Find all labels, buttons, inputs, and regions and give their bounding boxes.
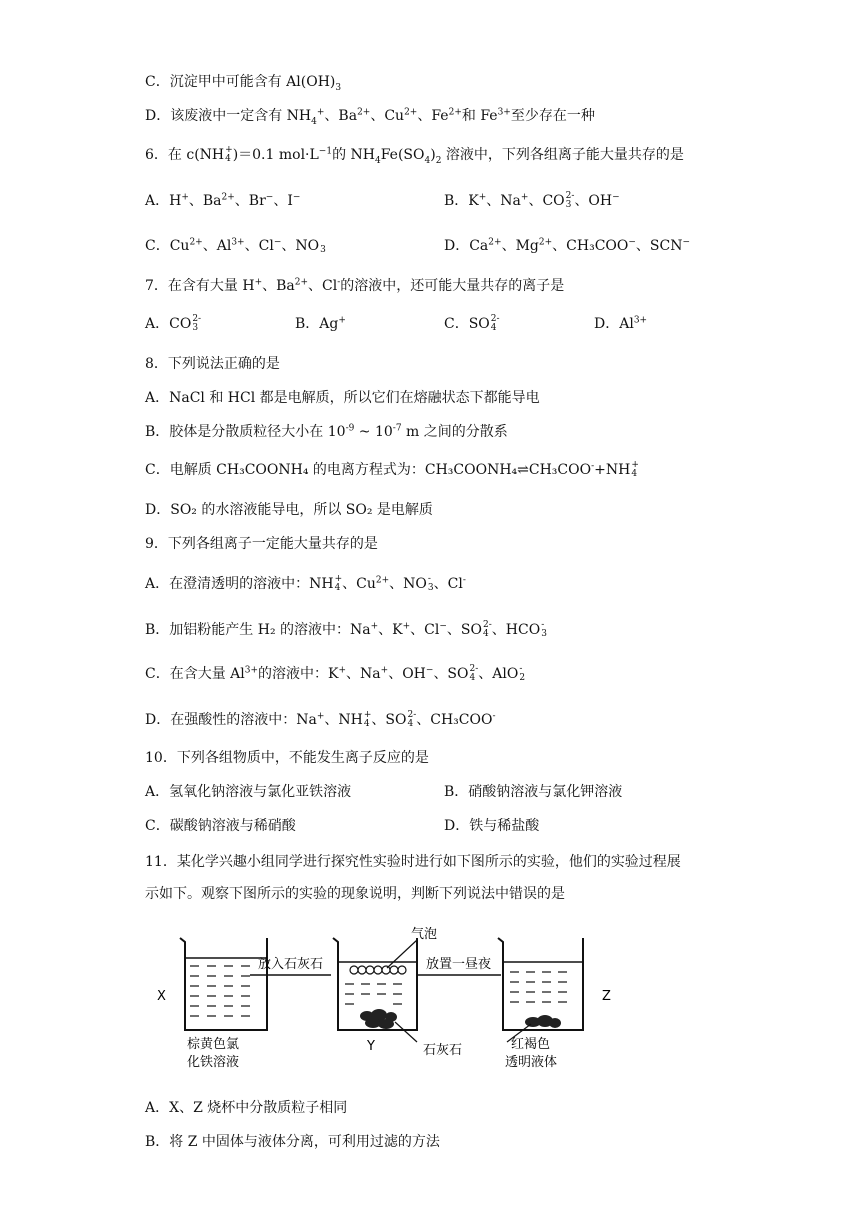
beaker-x [180, 938, 267, 1030]
q8-option-c: C．电解质 CH₃COONH₄ 的电离方程式为：CH₃COONH₄⇌CH₃COO-+NH + 4 [145, 460, 639, 479]
q10-option-c: C．碳酸钠溶液与稀硝酸 [145, 818, 296, 834]
q6-stem: 6．在 c(NH + 4 )＝0.1 $mol\cdot L^{-1}$的 $NH_4Fe(SO_4)_2$ 溶液中，下列各组离子能大量共存的是 [145, 145, 684, 166]
limestone-label: 石灰石 [423, 1043, 463, 1058]
z-caption-line2: 透明液体 [505, 1055, 558, 1070]
label-y: Y [367, 1039, 375, 1054]
q9-stem: 9．下列各组离子一定能大量共存的是 [145, 536, 378, 552]
bubbles [350, 966, 406, 974]
q10-option-a: A．氢氧化钠溶液与氯化亚铁溶液 [145, 784, 352, 800]
q8-option-d: D．SO₂ 的水溶液能导电，所以 SO₂ 是电解质 [145, 502, 433, 518]
arrow-1-label: 放入石灰石 [258, 957, 324, 972]
label-z: Z [602, 989, 611, 1004]
q9-option-a: A．在澄清透明的溶液中：NH + 4 、$Cu^{2+}$、NO - 3 、Cl- [145, 574, 466, 593]
q5-option-c: C．沉淀甲中可能含有 $Al(OH)_3$ [145, 74, 342, 93]
q9-option-b: B．加铝粉能产生 H₂ 的溶液中：Na+、K+、Cl−、SO 2- 4 、HCO - 3 [145, 620, 547, 639]
q7-option-d: D．$Al^{3+}$ [594, 315, 648, 332]
x-caption-line1: 棕黄色氯 [187, 1037, 240, 1052]
beaker-z [498, 938, 583, 1030]
q8-option-a: A．NaCl 和 HCl 都是电解质，所以它们在熔融状态下都能导电 [145, 390, 540, 406]
q6-option-c: C．$Cu^{2+}$、$Al^{3+}$、Cl−、NO 3 [145, 237, 326, 255]
z-caption-line1: 红褐色 [511, 1037, 551, 1052]
q7-option-a: A．CO 2- 3 [145, 314, 202, 333]
q10-stem: 10．下列各组物质中，不能发生离子反应的是 [145, 750, 429, 766]
x-caption-line2: 化铁溶液 [187, 1055, 240, 1070]
beaker-diagram [155, 918, 615, 1078]
q11-stem-line2: 示如下。观察下图所示的实验的现象说明，判断下列说法中错误的是 [145, 886, 565, 902]
bubble-label: 气泡 [411, 927, 438, 942]
q6-option-a: A．H+、$Ba^{2+}$、Br−、I− [145, 192, 301, 209]
q11-stem-line1: 11．某化学兴趣小组同学进行探究性实验时进行如下图所示的实验，他们的实验过程展 [145, 854, 681, 870]
limestone-pieces [360, 1009, 397, 1029]
q10-option-b: B．硝酸钠溶液与氯化钾溶液 [444, 784, 623, 800]
q6-option-b: B．K+、Na+、CO 2- 3 、OH− [444, 191, 620, 210]
q10-option-d: D．铁与稀盐酸 [444, 818, 540, 834]
arrow-2-label: 放置一昼夜 [426, 957, 492, 972]
q9-option-c: C．在含大量 $Al^{3+}$的溶液中：K+、Na+、OH−、SO 2- 4 、AlO - 2 [145, 664, 526, 683]
q9-option-d: D．在强酸性的溶液中：Na+、NH + 4 、SO 2- 4 、CH₃COO- [145, 710, 496, 729]
q6-option-d: D．$Ca^{2+}$、$Mg^{2+}$、CH₃COO−、SCN− [444, 237, 691, 254]
q11-option-b: B．将 Z 中固体与液体分离，可利用过滤的方法 [145, 1134, 440, 1150]
q7-option-c: C．SO 2- 4 [444, 314, 500, 333]
q5-option-d: D．该废液中一定含有 $NH_4^+$、$Ba^{2+}$、$Cu^{2+}$、$Fe^{2+}$和 $Fe^{3+}$至少存在一种 [145, 107, 595, 127]
q11-option-a: A．X、Z 烧杯中分散质粒子相同 [145, 1100, 348, 1116]
q7-stem: 7．在含有大量 H+、$Ba^{2+}$、Cl-的溶液中，还可能大量共存的离子是 [145, 277, 565, 294]
q8-stem: 8．下列说法正确的是 [145, 356, 280, 372]
label-x: X [157, 989, 166, 1004]
q8-option-b: B．胶体是分散质粒径大小在 $10^{-9}$ ~ $10^{-7}$ m 之间的分散系 [145, 423, 508, 440]
q7-option-b: B．Ag+ [295, 315, 346, 332]
experiment-figure [155, 918, 615, 1078]
